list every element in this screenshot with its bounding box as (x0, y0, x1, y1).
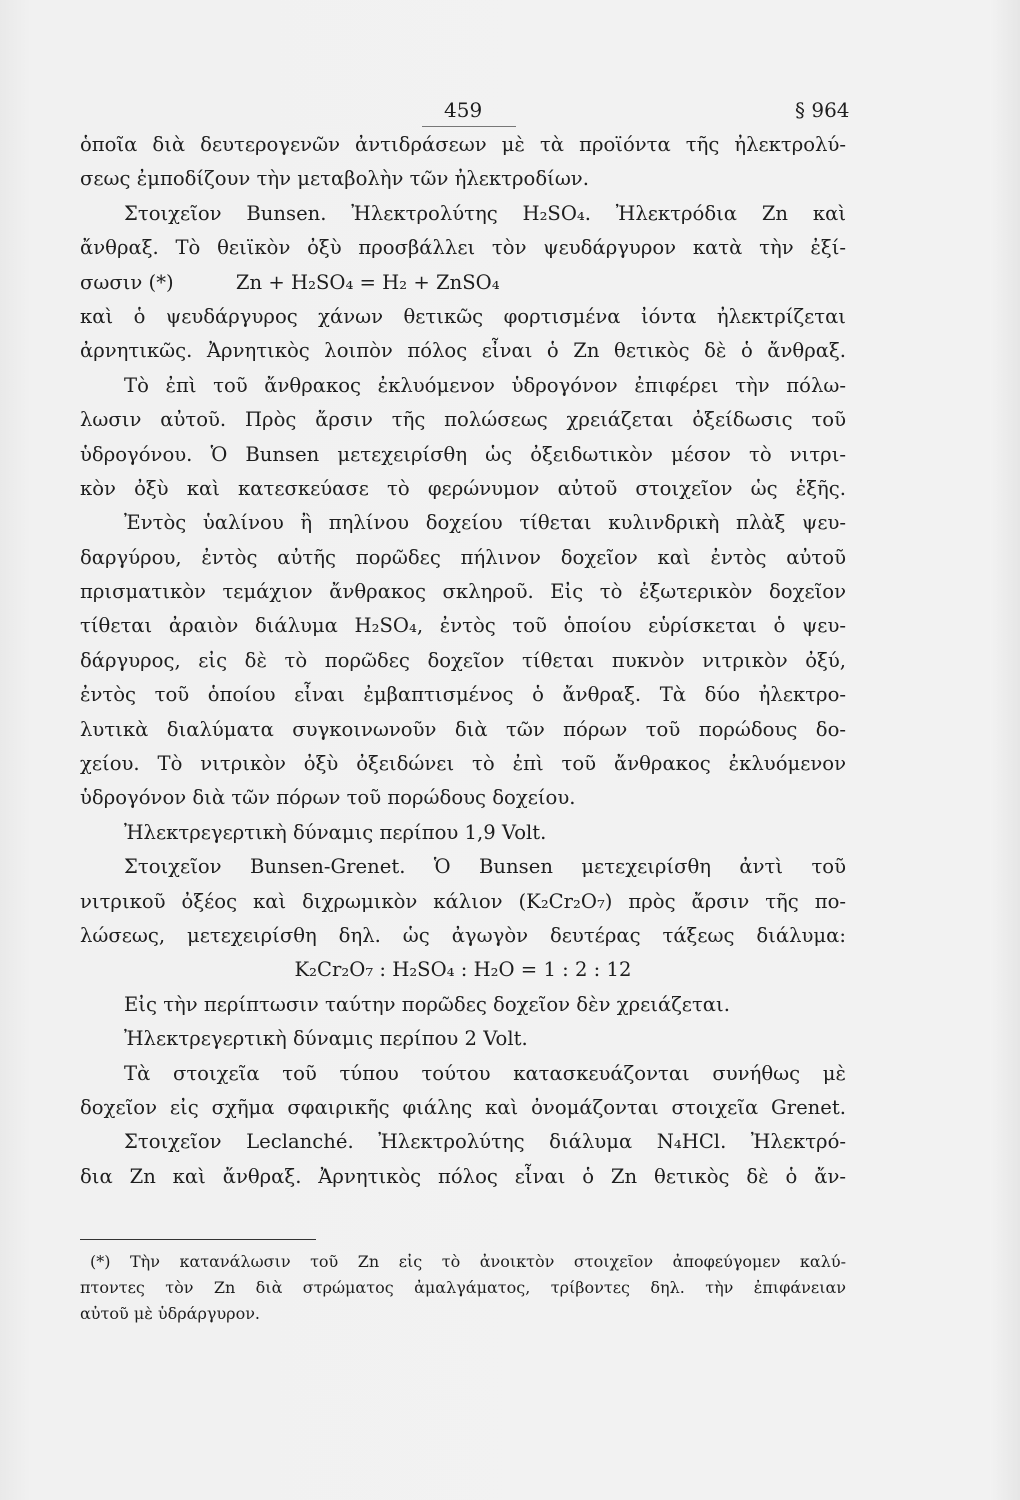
text-line: λωσιν αὐτοῦ. Πρὸς ἄρσιν τῆς πολώσεως χρειάζεται ὀξείδωσις τοῦ (80, 408, 846, 432)
text-line: σωσιν (*) Zn + H₂SO₄ = H₂ + ZnSO₄ (80, 270, 500, 294)
text-line: Ἠλεκτρεγερτικὴ δύναμις περίπου 2 Volt. (124, 1027, 528, 1051)
text-line: πρισματικὸν τεμάχιον ἄνθρακος σκληροῦ. Εἰς τὸ ἐξωτερικὸν δοχεῖον (80, 580, 846, 604)
footnote-line: πτοντες τὸν Zn διὰ στρώματος ἀμαλγάματος, τρίβοντες δηλ. τὴν ἐπιφάνειαν (80, 1278, 846, 1297)
page-number-rule (422, 126, 516, 127)
footnote-line: αὐτοῦ μὲ ὑδράργυρον. (80, 1304, 261, 1323)
footnote-line: (*) Τὴν κατανάλωσιν τοῦ Zn εἰς τὸ ἀνοικτὸν στοιχεῖον ἀποφεύγομεν καλύ- (90, 1252, 846, 1271)
text-line: λυτικὰ διαλύματα συγκοινωνοῦν διὰ τῶν πόρων τοῦ πορώδους δο- (80, 717, 846, 741)
text-line: ὑδρογόνου. Ὁ Bunsen μετεχειρίσθη ὡς ὀξειδωτικὸν μέσον τὸ νιτρι- (80, 442, 846, 466)
text-line: Στοιχεῖον Bunsen. Ἠλεκτρολύτης H₂SO₄. Ἠλεκτρόδια Zn καὶ (124, 201, 846, 225)
text-line: λώσεως, μετεχειρίσθη δηλ. ὡς ἀγωγὸν δευτέρας τάξεως διάλυμα: (80, 923, 846, 947)
text-line: νιτρικοῦ ὀξέος καὶ διχρωμικὸν κάλιον (K₂Cr₂O₇) πρὸς ἄρσιν τῆς πο- (80, 889, 846, 913)
text-line: δοχεῖον εἰς σχῆμα σφαιρικῆς φιάλης καὶ ὀνομάζονται στοιχεῖα Grenet. (80, 1095, 846, 1119)
text-line: Τὰ στοιχεῖα τοῦ τύπου τούτου κατασκευάζονται συνήθως μὲ (124, 1061, 846, 1085)
text-line: Στοιχεῖον Bunsen-Grenet. Ὁ Bunsen μετεχειρίσθη ἀντὶ τοῦ (124, 855, 846, 879)
text-line: ἄνθραξ. Τὸ θειϊκὸν ὀξὺ προσβάλλει τὸν ψευδάργυρον κατὰ τὴν ἐξί- (80, 236, 846, 260)
text-line: ἐντὸς τοῦ ὁποίου εἶναι ἐμβαπτισμένος ὁ ἄνθραξ. Τὰ δύο ἠλεκτρο- (80, 683, 846, 707)
text-line: τίθεται ἀραιὸν διάλυμα H₂SO₄, ἐντὸς τοῦ ὁποίου εὑρίσκεται ὁ ψευ- (80, 614, 846, 638)
page-number: 459 (444, 98, 483, 122)
text-line: χείου. Τὸ νιτρικὸν ὀξὺ ὀξειδώνει τὸ ἐπὶ τοῦ ἄνθρακος ἐκλυόμενον (80, 752, 846, 776)
text-line: Τὸ ἐπὶ τοῦ ἄνθρακος ἐκλυόμενον ὑδρογόνον ἐπιφέρει τὴν πόλω- (124, 373, 846, 397)
text-line: Στοιχεῖον Leclanché. Ἠλεκτρολύτης διάλυμα N₄HCl. Ἠλεκτρό- (124, 1130, 846, 1154)
section-number: § 964 (795, 98, 850, 122)
text-line: Ἐντὸς ὑαλίνου ἢ πηλίνου δοχείου τίθεται κυλινδρικὴ πλὰξ ψευ- (124, 511, 846, 535)
footnote-rule (80, 1239, 316, 1240)
text-line: ὁποῖα διὰ δευτερογενῶν ἀντιδράσεων μὲ τὰ προϊόντα τῆς ἠλεκτρολύ- (80, 133, 846, 156)
body-text (80, 128, 846, 1194)
text-line: Εἰς τὴν περίπτωσιν ταύτην πορῶδες δοχεῖον δὲν χρειάζεται. (124, 992, 730, 1016)
text-line: καὶ ὁ ψευδάργυρος χάνων θετικῶς φορτισμένα ἰόντα ἠλεκτρίζεται (80, 304, 846, 328)
text-line: δάργυρος, εἰς δὲ τὸ πορῶδες δοχεῖον τίθεται πυκνὸν νιτρικὸν ὀξύ, (80, 648, 846, 672)
text-line: δαργύρου, ἐντὸς αὐτῆς πορῶδες πήλινον δοχεῖον καὶ ἐντὸς αὐτοῦ (80, 545, 846, 569)
text-line: δια Zn καὶ ἄνθραξ. Ἀρνητικὸς πόλος εἶναι ὁ Zn θετικὸς δὲ ὁ ἄν- (80, 1164, 846, 1188)
footnote (80, 1249, 846, 1327)
text-line: Ἠλεκτρεγερτικὴ δύναμις περίπου 1,9 Volt. (124, 820, 547, 844)
page-header (0, 98, 1020, 130)
formula-line: K₂Cr₂O₇ : H₂SO₄ : H₂O = 1 : 2 : 12 (294, 958, 632, 982)
text-line: ἀρνητικῶς. Ἀρνητικὸς λοιπὸν πόλος εἶναι ὁ Zn θετικὸς δὲ ὁ ἄνθραξ. (80, 339, 846, 363)
text-line: σεως ἐμποδίζουν τὴν μεταβολὴν τῶν ἠλεκτροδίων. (80, 167, 589, 191)
text-line: κὸν ὀξὺ καὶ κατεσκεύασε τὸ φερώνυμον αὐτοῦ στοιχεῖον ὡς ἑξῆς. (80, 476, 846, 500)
text-line: ὑδρογόνον διὰ τῶν πόρων τοῦ πορώδους δοχείου. (80, 786, 576, 810)
